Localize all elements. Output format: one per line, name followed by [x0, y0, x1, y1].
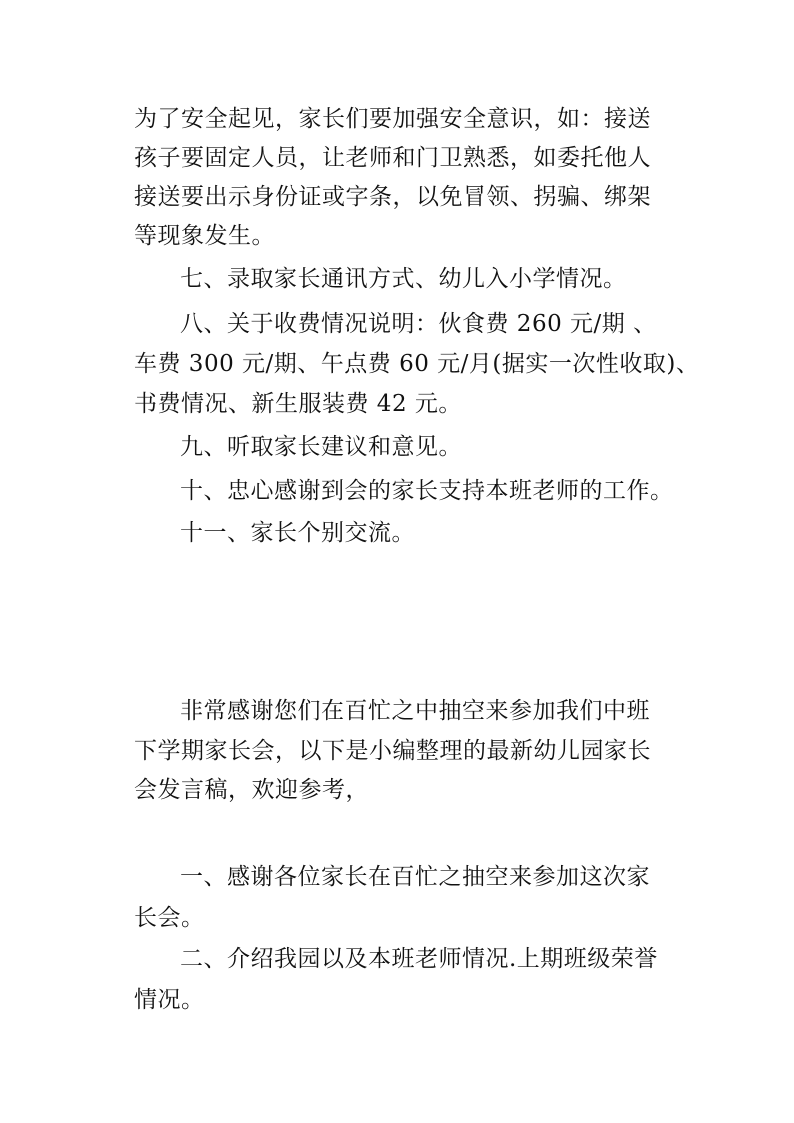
text-line: 十一、家长个别交流。 [180, 520, 415, 546]
text-line: 情况。 [134, 987, 205, 1013]
text-line: 下学期家长会，以下是小编整理的最新幼儿园家长 [134, 738, 651, 764]
text-line: 会发言稿，欢迎参考， [134, 777, 369, 803]
text-line: 九、听取家长建议和意见。 [180, 434, 462, 460]
text-line: 一、感谢各位家长在百忙之抽空来参加这次家 [180, 864, 650, 890]
text-line: 七、录取家长通讯方式、幼儿入小学情况。 [180, 266, 627, 292]
text-line: 接送要出示身份证或字条，以免冒领、拐骗、绑架 [134, 184, 651, 210]
text-line: 十、忠心感谢到会的家长支持本班老师的工作。 [180, 478, 674, 504]
text-line: 书费情况、新生服装费 42 元。 [134, 391, 462, 417]
text-line: 非常感谢您们在百忙之中抽空来参加我们中班 [180, 698, 650, 724]
text-line: 八、关于收费情况说明：伙食费 260 元/期 、 [180, 311, 657, 337]
text-line: 长会。 [134, 905, 205, 931]
text-line: 二、介绍我园以及本班老师情况.上期班级荣誉 [180, 946, 658, 972]
text-line: 车费 300 元/期、午点费 60 元/月(据实一次性收取)、 [134, 351, 700, 377]
text-line: 孩子要固定人员，让老师和门卫熟悉，如委托他人 [134, 145, 651, 171]
text-line: 为了安全起见，家长们要加强安全意识，如：接送 [134, 106, 651, 132]
text-line: 等现象发生。 [134, 223, 275, 249]
